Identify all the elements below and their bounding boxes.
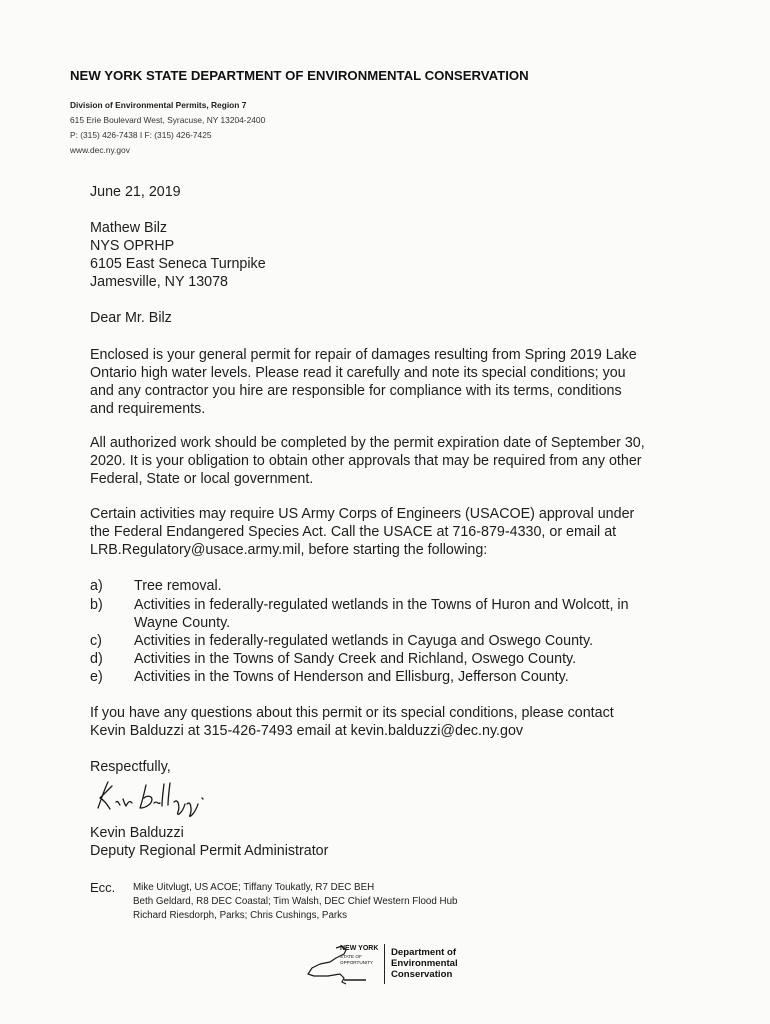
paragraph-line: 2020. It is your obligation to obtain other approvals that may be required from any other [90, 453, 642, 469]
logo-state-top: NEW YORK [340, 945, 379, 952]
signer-title: Deputy Regional Permit Administrator [90, 843, 329, 859]
paragraph-4 [90, 704, 690, 740]
logo-state-mid: STATE OF [340, 954, 362, 959]
paragraph-3 [90, 505, 690, 559]
agency-name: NEW YORK STATE DEPARTMENT OF ENVIRONMENTAL CONSERVATION [70, 68, 529, 83]
list-item-line: Wayne County. [134, 615, 231, 631]
recipient-city: Jamesville, NY 13078 [90, 274, 229, 290]
logo-dept-line: Conservation [391, 969, 453, 980]
ecc-line: Richard Riesdorph, Parks; Chris Cushings, Parks [133, 910, 347, 921]
list-letter: d) [90, 651, 103, 667]
signature-image [92, 778, 212, 820]
office-address: 615 Erie Boulevard West, Syracuse, NY 13204-2400 [70, 115, 266, 125]
list-item-line: Activities in federally-regulated wetlands in the Towns of Huron and Wolcott, in [134, 597, 629, 613]
signer-name: Kevin Balduzzi [90, 825, 184, 841]
list-item: Activities in federally-regulated wetlands in Cayuga and Oswego County. [134, 633, 594, 649]
division-name: Division of Environmental Permits, Region 7 [70, 100, 247, 110]
phone-fax: P: (315) 426-7438 I F: (315) 426-7425 [70, 130, 212, 140]
list-item: Activities in the Towns of Henderson and Ellisburg, Jefferson County. [134, 669, 569, 685]
paragraph-line: LRB.Regulatory@usace.army.mil, before starting the following: [90, 542, 488, 558]
list-letter: a) [90, 578, 103, 594]
list-letter: c) [90, 633, 102, 649]
logo-divider [384, 944, 385, 984]
website-link[interactable]: www.dec.ny.gov [70, 145, 130, 155]
list-item: Activities in the Towns of Sandy Creek and Richland, Oswego County. [134, 651, 577, 667]
ecc-line: Beth Geldard, R8 DEC Coastal; Tim Walsh, DEC Chief Western Flood Hub [133, 896, 458, 907]
list-item [134, 596, 684, 632]
paragraph-line: Certain activities may require US Army Corps of Engineers (USACOE) approval under [90, 506, 635, 522]
paragraph-line: All authorized work should be completed by the permit expiration date of September 30, [90, 435, 645, 451]
ecc-label: Ecc. [90, 880, 116, 895]
list-letter: e) [90, 669, 103, 685]
recipient-street: 6105 East Seneca Turnpike [90, 256, 266, 272]
paragraph-line: the Federal Endangered Species Act. Call the USACE at 716-879-4330, or email at [90, 524, 617, 540]
letter-date: June 21, 2019 [90, 184, 181, 200]
logo-dept-line: Department of [391, 947, 457, 958]
logo-dept-line: Environmental [391, 958, 458, 969]
closing: Respectfully, [90, 759, 171, 775]
paragraph-line: Enclosed is your general permit for repair of damages resulting from Spring 2019 Lake [90, 347, 637, 363]
salutation: Dear Mr. Bilz [90, 310, 172, 326]
recipient-name: Mathew Bilz [90, 220, 168, 236]
paragraph-1 [90, 346, 690, 418]
list-item: Tree removal. [134, 578, 222, 594]
paragraph-line: and any contractor you hire are responsible for compliance with its terms, conditions [90, 383, 622, 399]
ecc-line: Mike Uitvlugt, US ACOE; Tiffany Toukatly, R7 DEC BEH [133, 882, 375, 893]
paragraph-line: If you have any questions about this permit or its special conditions, please contact [90, 705, 614, 721]
list-letter: b) [90, 597, 103, 613]
logo-state-bot: OPPORTUNITY [340, 960, 374, 965]
paragraph-line: Ontario high water levels. Please read it carefully and note its special conditions; you [90, 365, 626, 381]
paragraph-line: Kevin Balduzzi at 315-426-7493 email at kevin.balduzzi@dec.ny.gov [90, 723, 524, 739]
paragraph-line: Federal, State or local government. [90, 471, 314, 487]
recipient-org: NYS OPRHP [90, 238, 175, 254]
paragraph-line: and requirements. [90, 401, 206, 417]
paragraph-2 [90, 434, 690, 488]
